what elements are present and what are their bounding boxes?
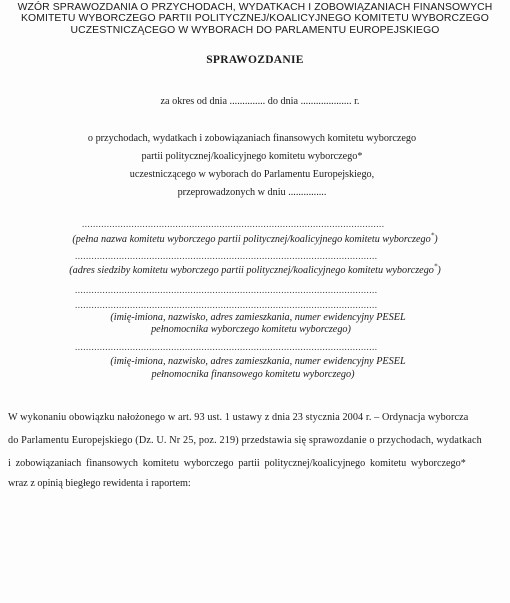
document-title: SPRAWOZDANIE — [206, 54, 304, 66]
subject-line-1: o przychodach, wydatkach i zobowiązaniach finansowych komitetu wyborczego — [87, 133, 417, 144]
header-line-1: WZÓR SPRAWOZDANIA O PRZYCHODACH, WYDATKACH I ZOBOWIĄZANIACH FINANSOWYCH — [17, 2, 493, 13]
proxy-dots-1: .............................................................................................................. — [75, 285, 378, 295]
proxy-dots-2: .............................................................................................................. — [75, 300, 378, 310]
body-line-2: do Parlamentu Europejskiego (Dz. U. Nr 25, poz. 219) przedstawia się sprawozdanie o przychodach, wydatkach — [8, 435, 482, 446]
proxy-label-line-2: pełnomocnika wyborczego komitetu wyborczego) — [151, 324, 351, 335]
closing-paren: ) — [437, 265, 441, 276]
subject-line-3: uczestniczącego w wyborach do Parlamentu Europejskiego, — [129, 169, 375, 180]
committee-address-text: (adres siedziby komitetu wyborczego partii politycznej/koalicyjnego komitetu wyborczego — [69, 265, 434, 276]
period-line: za okres od dnia .............. do dnia .................... r. — [160, 96, 360, 107]
closing-paren: ) — [434, 234, 438, 245]
body-line-1: W wykonaniu obowiązku nałożonego w art. 93 ust. 1 ustawy z dnia 23 stycznia 2004 r. – Ordynacja wyborcza — [8, 412, 469, 423]
header-line-2: KOMITETU WYBORCZEGO PARTII POLITYCZNEJ/KOALICYJNEGO KOMITETU WYBORCZEGO — [21, 13, 489, 25]
subject-line-2: partii politycznej/koalicyjnego komitetu wyborczego* — [141, 151, 363, 162]
proxy-label-line-1: (imię-imiona, nazwisko, adres zamieszkania, numer ewidencyjny PESEL — [110, 312, 406, 323]
financial-proxy-label-line-1: (imię-imiona, nazwisko, adres zamieszkania, numer ewidencyjny PESEL — [110, 356, 406, 367]
body-line-4: wraz z opinią biegłego rewidenta i raportem: — [8, 478, 191, 489]
header-line-3: UCZESTNICZĄCEGO W WYBORACH DO PARLAMENTU EUROPEJSKIEGO — [70, 24, 440, 36]
footnote-mark: * — [430, 231, 435, 240]
committee-name-text: (pełna nazwa komitetu wyborczego partii politycznej/koalicyjnego komitetu wyborczego — [72, 234, 431, 245]
committee-name-dots: .............................................................................................................. — [82, 219, 385, 229]
financial-proxy-label-line-2: pełnomocnika finansowego komitetu wyborczego) — [151, 369, 355, 380]
subject-line-4: przeprowadzonych w dniu ............... — [177, 187, 327, 198]
financial-proxy-dots: .............................................................................................................. — [75, 342, 378, 352]
committee-name-label — [0, 231, 510, 245]
committee-address-label — [0, 262, 510, 276]
footnote-mark: * — [433, 262, 438, 271]
committee-address-dots: .............................................................................................................. — [75, 251, 378, 261]
document-header — [0, 2, 510, 36]
body-line-3: i zobowiązaniach finansowych komitetu wyborczego partii politycznej/koalicyjnego komitetu wyborczego* — [8, 458, 466, 469]
